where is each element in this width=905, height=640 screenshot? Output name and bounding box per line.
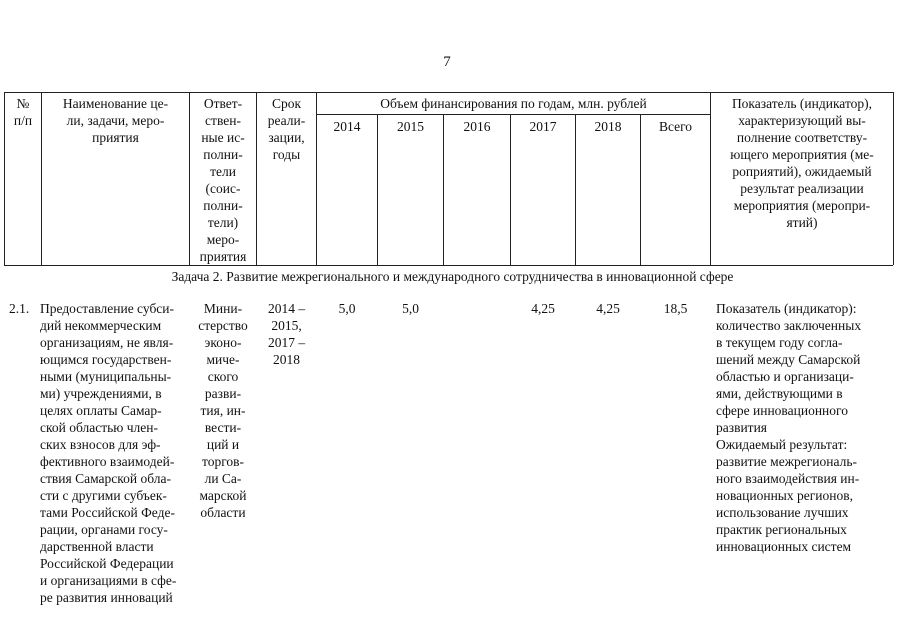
row-term: 2014 – 2015, 2017 – 2018 bbox=[267, 301, 306, 367]
row-value-2018: 4,25 bbox=[596, 301, 620, 316]
header-year: 2015 bbox=[397, 119, 424, 134]
row-executor: Мини- стерство эконо- миче- ского разви- тия, ин- вести- ций и торгов- ли Са- марской области bbox=[198, 301, 248, 520]
years-divider bbox=[316, 114, 710, 115]
row-value-total: 18,5 bbox=[663, 301, 688, 316]
row-num: 2.1. bbox=[9, 301, 30, 316]
header-name: Наименование це- ли, задачи, меро- приятия bbox=[62, 96, 169, 145]
header-year: 2018 bbox=[594, 119, 622, 134]
header-total: Всего bbox=[658, 119, 693, 134]
row-value-2017: 4,25 bbox=[531, 301, 555, 316]
col-border-11 bbox=[893, 92, 894, 265]
col-border-6 bbox=[443, 114, 444, 265]
header-year: 2017 bbox=[529, 119, 557, 134]
row-name: Предоставление субси- дий некоммерческим организациям, не явля- ющимся государствен- ными (муниципальны- ми) учреждениями, в целях оплаты Самар- ской областью член- ских взносов для эф- фективного взаимодей- ствия Самарской обла- сти с другими субъек- тами Российской Феде- рации, органами госу- дарственной власти Российской Федерации и организациями в сфе- ре развития инноваций bbox=[40, 301, 177, 605]
row-value-2014: 5,0 bbox=[338, 301, 356, 316]
table-top-border bbox=[4, 92, 893, 93]
header-year: 2014 bbox=[333, 119, 361, 134]
col-border-5 bbox=[377, 114, 378, 265]
row-value-2015: 5,0 bbox=[402, 301, 419, 316]
header-executors: Ответ- ствен- ные ис- полни- тели (соис- полни- тели) меро- приятия bbox=[199, 96, 247, 264]
header-num: № п/п bbox=[13, 96, 33, 128]
row-indicator: Показатель (индикатор): количество заключенных в текущем году согла- шений между Самарской областью и организаци- ями, действующими в сфере инновационного развития Ожидаемый результат: развитие межрегиональ- ного взаимодействия ин- новационных регионов, использование лучших практик региональных инновационных систем bbox=[716, 301, 862, 554]
header-term: Срок реали- зации, годы bbox=[267, 96, 306, 162]
col-border-8 bbox=[575, 114, 576, 265]
header-funding: Объем финансирования по годам, млн. рублей bbox=[380, 96, 647, 111]
table-header-bottom-border bbox=[4, 265, 893, 266]
page-number: 7 bbox=[443, 54, 451, 70]
col-border-7 bbox=[510, 114, 511, 265]
col-border-9 bbox=[640, 114, 641, 265]
header-year: 2016 bbox=[463, 119, 491, 134]
header-indicator: Показатель (индикатор), характеризующий вы- полнение соответству- ющего мероприятия (ме- роприятий), ожидаемый результат реализации мероприятия (меропри- ятий) bbox=[730, 96, 874, 230]
task-title: Задача 2. Развитие межрегионального и международного сотрудничества в инновационной сфере bbox=[171, 269, 734, 284]
